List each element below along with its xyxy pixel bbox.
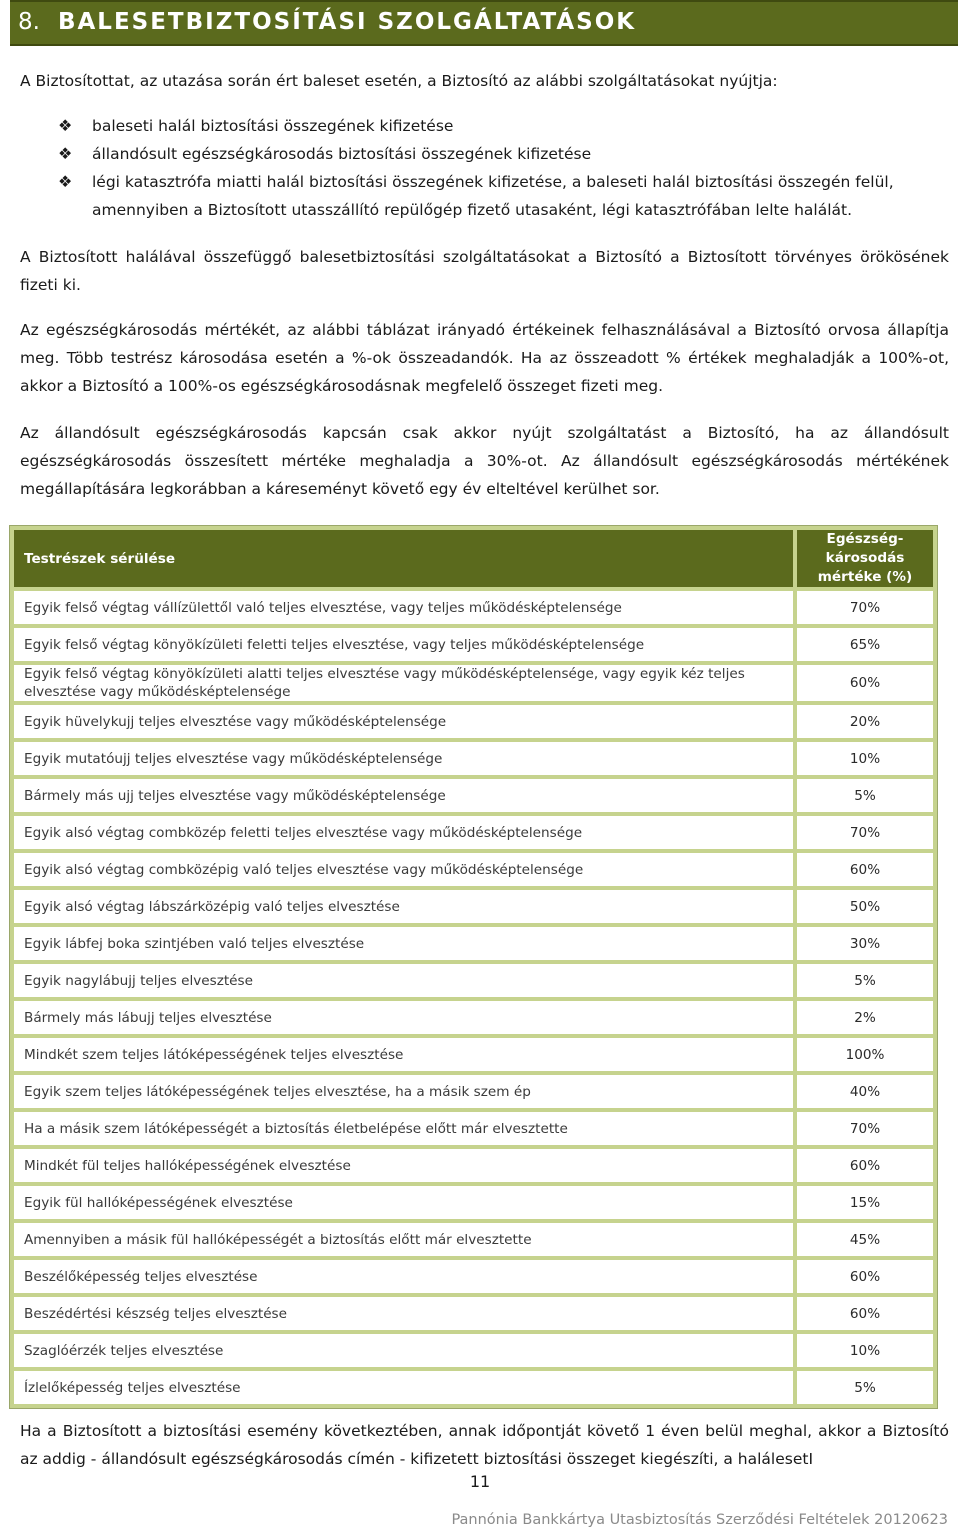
body-part-cell: Egyik nagylábujj teljes elvesztése — [12, 962, 795, 999]
assessment-paragraph: Az egészségkárosodás mértékét, az alábbi táblázat irányadó értékeinek felhasználásával a Biztosító orvosa állapítja meg. Több testrész károsodása esetén a %-ok összeadandók. Ha az összeadott % értékek meghaladják a 100%-ot, akkor a Biztosító a 100%-os egészségkárosodásnak megfelelő összeget fizeti meg. — [20, 321, 949, 395]
body-part-cell: Egyik alsó végtag combközép feletti teljes elvesztése vagy működésképtelensége — [12, 814, 795, 851]
threshold-paragraph: Az állandósult egészségkárosodás kapcsán csak akkor nyújt szolgáltatást a Biztosító, ha az állandósult egészségkárosodás összesített mértéke meghaladja a 30%-ot. Az állandósult egészségkárosodás mértékének megállapítására legkorábban a káreseményt követő egy év elteltével kerülhet sor. — [20, 424, 949, 498]
body-part-cell: Egyik mutatóujj teljes elvesztése vagy működésképtelensége — [12, 740, 795, 777]
body-part-cell: Bármely más ujj teljes elvesztése vagy működésképtelensége — [12, 777, 795, 814]
body-part-cell: Egyik felső végtag vállízülettől való teljes elvesztése, vagy teljes működésképtelensége — [12, 589, 795, 626]
body-part-cell: Beszélőképesség teljes elvesztése — [12, 1258, 795, 1295]
injury-rate-table — [9, 525, 938, 1409]
percentage-cell: 45% — [795, 1221, 935, 1258]
service-bullet-list — [58, 112, 950, 224]
closing-paragraph: Ha a Biztosított a biztosítási esemény következtében, annak időpontját követő 1 éven belül meghal, akkor a Biztosító az addig - állandósult egészségkárosodás címén - kifizetett biztosítási összeget kiegészíti, a halálesetI — [20, 1422, 949, 1468]
table-row — [12, 703, 935, 740]
body-part-cell: Egyik felső végtag könyökízületi feletti teljes elvesztése, vagy teljes működésképtelensége — [12, 626, 795, 663]
percentage-cell: 60% — [795, 663, 935, 703]
table-row — [12, 777, 935, 814]
body-part-cell: Mindkét fül teljes hallóképességének elvesztése — [12, 1147, 795, 1184]
body-part-cell: Egyik felső végtag könyökízületi alatti teljes elvesztése vagy működésképtelensége, vagy egyik kéz teljes elvesztése vagy működésképtelensége — [12, 663, 795, 703]
percentage-cell: 60% — [795, 1147, 935, 1184]
percentage-cell: 70% — [795, 589, 935, 626]
bullet-text: légi katasztrófa miatti halál biztosítási összegének kifizetése, a baleseti halál biztosítási összegén felül, amennyiben a Biztosított utasszállító repülőgép fizető utasaként, légi katasztrófában lelte halálát. — [92, 173, 894, 219]
table-row — [12, 1147, 935, 1184]
list-item — [58, 112, 950, 140]
table-row — [12, 1073, 935, 1110]
column-header-percentage: Egészség-károsodás mértéke (%) — [795, 528, 935, 589]
table-row — [12, 888, 935, 925]
percentage-cell: 70% — [795, 814, 935, 851]
table-row — [12, 589, 935, 626]
table-row — [12, 1110, 935, 1147]
section-title-text: BALESETBIZTOSÍTÁSI SZOLGÁLTATÁSOK — [57, 9, 637, 35]
table-row — [12, 962, 935, 999]
section-header-bar — [10, 0, 958, 46]
page-number: 11 — [469, 1472, 491, 1491]
body-part-cell: Bármely más lábujj teljes elvesztése — [12, 999, 795, 1036]
percentage-cell: 65% — [795, 626, 935, 663]
table-row — [12, 1036, 935, 1073]
percentage-cell: 5% — [795, 1369, 935, 1406]
table-row — [12, 925, 935, 962]
section-title — [18, 9, 636, 35]
percentage-cell: 10% — [795, 1332, 935, 1369]
body-part-cell: Ha a másik szem látóképességét a biztosítás életbelépése előtt már elvesztette — [12, 1110, 795, 1147]
percentage-cell: 40% — [795, 1073, 935, 1110]
percentage-cell: 20% — [795, 703, 935, 740]
percentage-cell: 2% — [795, 999, 935, 1036]
diamond-bullet-icon: ❖ — [58, 116, 73, 135]
percentage-cell: 5% — [795, 962, 935, 999]
body-part-cell: Mindkét szem teljes látóképességének teljes elvesztése — [12, 1036, 795, 1073]
body-part-cell: Egyik fül hallóképességének elvesztése — [12, 1184, 795, 1221]
percentage-cell: 50% — [795, 888, 935, 925]
table-row — [12, 999, 935, 1036]
table-row — [12, 851, 935, 888]
table-row — [12, 626, 935, 663]
percentage-cell: 15% — [795, 1184, 935, 1221]
list-item — [58, 168, 950, 224]
body-part-cell: Egyik lábfej boka szintjében való teljes elvesztése — [12, 925, 795, 962]
table-row — [12, 1184, 935, 1221]
table-row — [12, 1221, 935, 1258]
table-row — [12, 1369, 935, 1406]
percentage-cell: 60% — [795, 851, 935, 888]
table-row — [12, 814, 935, 851]
body-part-cell: Egyik szem teljes látóképességének teljes elvesztése, ha a másik szem ép — [12, 1073, 795, 1110]
bullet-text: állandósult egészségkárosodás biztosítási összegének kifizetése — [92, 145, 592, 163]
list-item — [58, 140, 950, 168]
percentage-cell: 5% — [795, 777, 935, 814]
body-part-cell: Egyik alsó végtag combközépig való teljes elvesztése vagy működésképtelensége — [12, 851, 795, 888]
table-row — [12, 740, 935, 777]
body-part-cell: Beszédértési készség teljes elvesztése — [12, 1295, 795, 1332]
diamond-bullet-icon: ❖ — [58, 144, 73, 163]
percentage-cell: 60% — [795, 1258, 935, 1295]
table-header-row — [12, 528, 935, 589]
table-row — [12, 1295, 935, 1332]
table-row — [12, 663, 935, 703]
body-part-cell: Egyik alsó végtag lábszárközépig való teljes elvesztése — [12, 888, 795, 925]
body-part-cell: Ízlelőképesség teljes elvesztése — [12, 1369, 795, 1406]
percentage-cell: 10% — [795, 740, 935, 777]
percentage-cell: 30% — [795, 925, 935, 962]
table-row — [12, 1332, 935, 1369]
diamond-bullet-icon: ❖ — [58, 172, 73, 191]
heirs-paragraph: A Biztosított halálával összefüggő balesetbiztosítási szolgáltatásokat a Biztosító a Biztosított törvényes örökösének fizeti ki. — [20, 248, 949, 294]
body-part-cell: Amennyiben a másik fül hallóképességét a biztosítás előtt már elvesztette — [12, 1221, 795, 1258]
intro-paragraph: A Biztosítottat, az utazása során ért baleset esetén, a Biztosító az alábbi szolgáltatásokat nyújtja: — [20, 72, 778, 90]
table-body — [12, 589, 935, 1406]
document-footer-note: Pannónia Bankkártya Utasbiztosítás Szerződési Feltételek 20120623 — [451, 1512, 948, 1528]
table-row — [12, 1258, 935, 1295]
percentage-cell: 100% — [795, 1036, 935, 1073]
body-part-cell: Szaglóérzék teljes elvesztése — [12, 1332, 795, 1369]
column-header-body-part: Testrészek sérülése — [12, 528, 795, 589]
percentage-cell: 70% — [795, 1110, 935, 1147]
section-number: 8. — [18, 9, 40, 35]
bullet-text: baleseti halál biztosítási összegének kifizetése — [92, 117, 454, 135]
body-part-cell: Egyik hüvelykujj teljes elvesztése vagy működésképtelensége — [12, 703, 795, 740]
percentage-cell: 60% — [795, 1295, 935, 1332]
